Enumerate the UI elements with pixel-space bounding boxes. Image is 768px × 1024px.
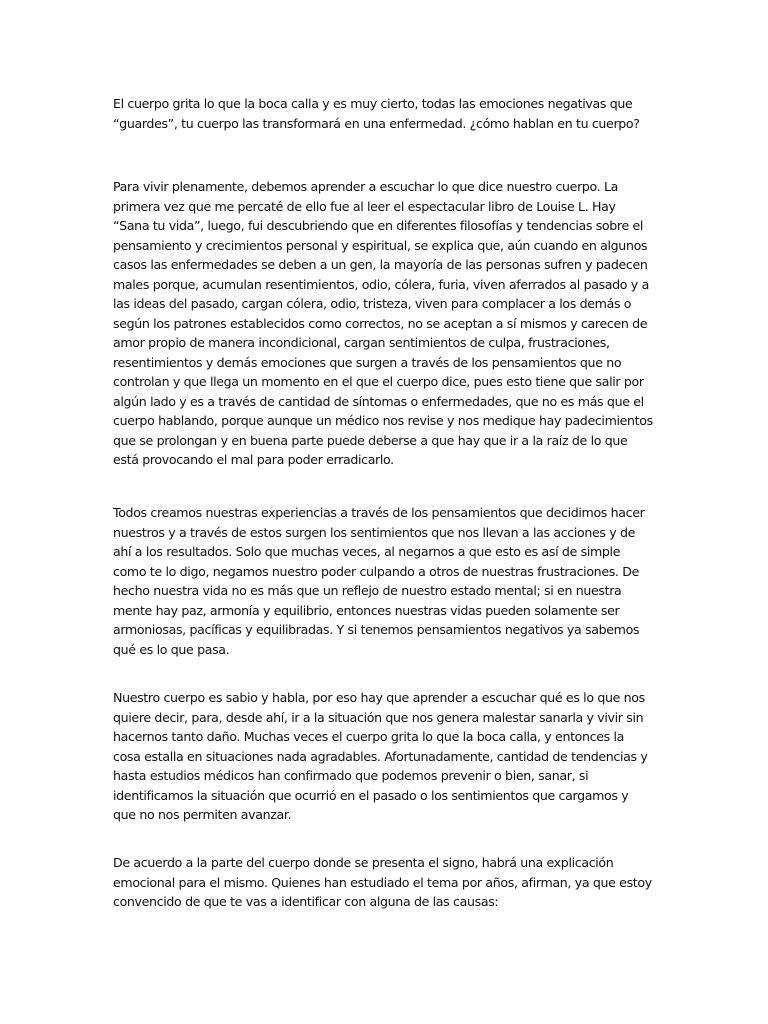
paragraph-causas: De acuerdo a la parte del cuerpo donde se presenta el signo, habrá una explicación emocional para el mismo. Quienes han estudiado el tema por años, afirman, ya que estoy convencido de que te vas a identificar con alguna de las causas: <box>113 855 652 909</box>
paragraph-cuerpo-sabio: Nuestro cuerpo es sabio y habla, por eso hay que aprender a escuchar qué es lo que nos quiere decir, para, desde ahí, ir a la situación que nos genera malestar sanarla y vivir sin hacernos tanto daño. Muchas veces el cuerpo grita lo que la boca calla, y entonces la cosa estalla en situaciones nada agradables. Afortunadamente, cantidad de tendencias y hasta estudios médicos han confirmado que podemos prevenir o bien, sanar, si identificamos la situación que ocurrió en el pasado o los sentimientos que cargamos y que no nos permiten avanzar. <box>113 690 648 822</box>
paragraph-intro: El cuerpo grita lo que la boca calla y es muy cierto, todas las emociones negativas que “guardes”, tu cuerpo las transformará en una enfermedad. ¿cómo hablan en tu cuerpo? <box>113 96 640 131</box>
paragraph-vivir-plenamente: Para vivir plenamente, debemos aprender a escuchar lo que dice nuestro cuerpo. La primera vez que me percaté de ello fue al leer el espectacular libro de Louise L. Hay “Sana tu vida”, luego, fui descubriendo que en diferentes filosofías y tendencias sobre el pensamiento y crecimientos personal y espiritual, se explica que, aún cuando en algunos casos las enfermedades se deben a un gen, la mayoría de las personas sufren y padecen males porque, acumulan resentimientos, odio, cólera, furia, viven aferrados al pasado y a las ideas del pasado, cargan cólera, odio, tristeza, viven para complacer a los demás o según los patrones establecidos como correctos, no se aceptan a sí mismos y carecen de amor propio de manera incondicional, cargan sentimientos de culpa, frustraciones, resentimientos y demás emociones que surgen a través de los pensamientos que no controlan y que llega un momento en el que el cuerpo dice, pues esto tiene que salir por algún lado y es a través de cantidad de síntomas o enfermedades, que no es más que el cuerpo hablando, porque aunque un médico nos revise y nos medique hay padecimientos que se prolongan y en buena parte puede deberse a que hay que ir a la raíz de lo que está provocando el mal para poder erradicarlo. <box>113 179 653 467</box>
paragraph-experiencias: Todos creamos nuestras experiencias a través de los pensamientos que decidimos hacer nuestros y a través de estos surgen los sentimientos que nos llevan a las acciones y de ahí a los resultados. Solo que muchas veces, al negarnos a que esto es así de simple como te lo digo, negamos nuestro poder culpando a otros de nuestras frustraciones. De hecho nuestra vida no es más que un reflejo de nuestro estado mental; si en nuestra mente hay paz, armonía y equilibrio, entonces nuestras vidas pueden solamente ser armoniosas, pacíficas y equilibradas. Y si tenemos pensamientos negativos ya sabemos qué es lo que pasa. <box>113 505 645 657</box>
